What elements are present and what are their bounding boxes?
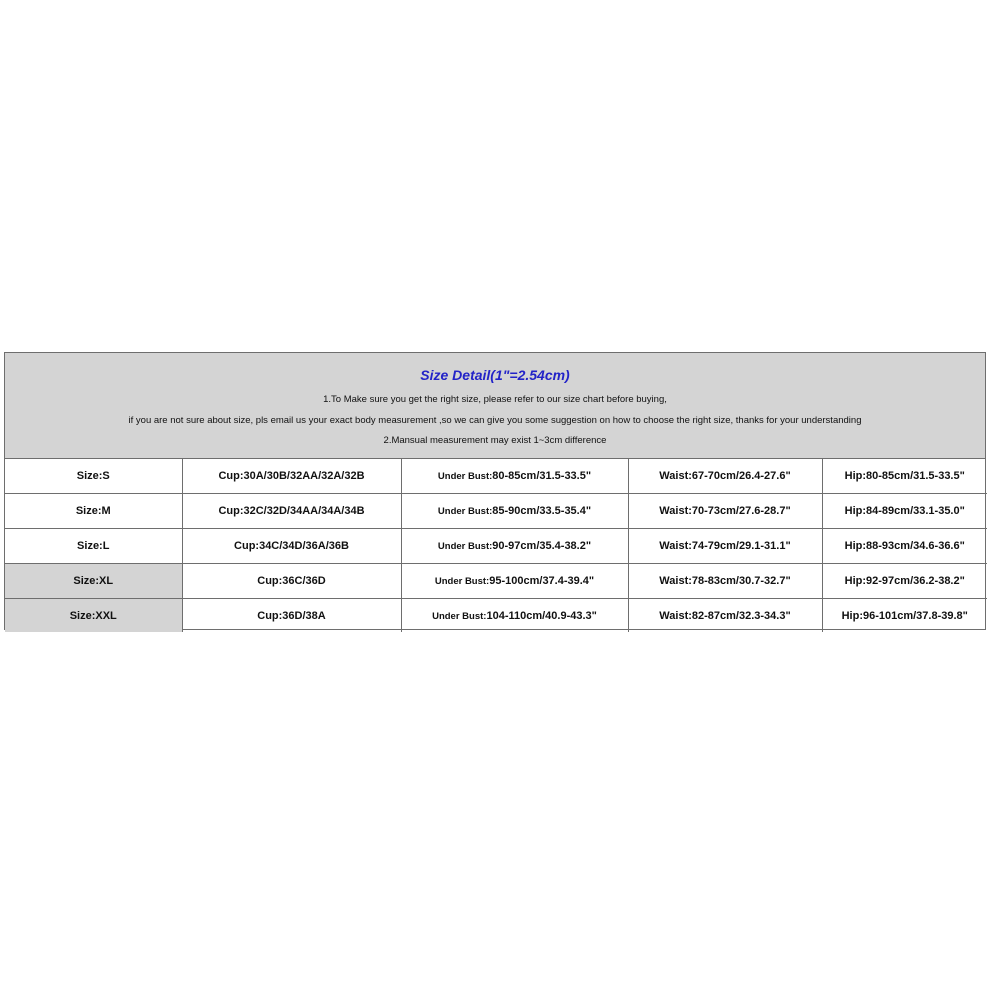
hip-cell: Hip:96-101cm/37.8-39.8" <box>841 609 968 622</box>
chart-title: Size Detail(1"=2.54cm) <box>420 367 570 383</box>
size-label: Size:XL <box>5 564 182 599</box>
cup-cell: Cup:36C/36D <box>182 564 401 599</box>
note-right-size: 1.To Make sure you get the right size, please refer to our size chart before buying, <box>323 394 667 405</box>
waist-cell: Waist:74-79cm/29.1-31.1" <box>628 529 822 564</box>
size-chart-header <box>5 353 985 459</box>
under-bust-cell <box>401 459 628 494</box>
under-bust-cell <box>401 529 628 564</box>
under-bust-cell <box>401 599 628 633</box>
table-row <box>5 459 987 494</box>
under-bust-label: Under Bust: <box>437 541 493 552</box>
table-row <box>5 494 987 529</box>
under-bust-value: 90-97cm/35.4-38.2" <box>492 540 592 552</box>
table-row <box>5 599 987 633</box>
waist-cell: Waist:67-70cm/26.4-27.6" <box>628 459 822 494</box>
size-label: Size:S <box>5 459 182 494</box>
size-table <box>5 459 987 632</box>
waist-cell: Waist:78-83cm/30.7-32.7" <box>628 564 822 599</box>
table-row <box>5 529 987 564</box>
under-bust-value: 80-85cm/31.5-33.5" <box>492 470 592 482</box>
under-bust-label: Under Bust: <box>432 610 487 622</box>
size-label: Size:M <box>5 494 182 529</box>
hip-cell: Hip:88-93cm/34.6-36.6" <box>822 529 987 564</box>
cup-cell: Cup:34C/34D/36A/36B <box>182 529 401 564</box>
under-bust-label: Under Bust: <box>437 506 493 517</box>
size-label: Size:XXL <box>5 599 182 633</box>
note-email-measurement: if you are not sure about size, pls email us your exact body measurement ,so we can give you some suggestion on how to choose the right size, thanks for your understanding <box>128 415 862 426</box>
under-bust-label: Under Bust: <box>437 471 493 482</box>
size-chart <box>4 352 986 630</box>
under-bust-cell <box>401 494 628 529</box>
under-bust-value: 104-110cm/40.9-43.3" <box>486 609 597 622</box>
hip-cell: Hip:84-89cm/33.1-35.0" <box>822 494 987 529</box>
under-bust-cell <box>401 564 628 599</box>
hip-cell: Hip:92-97cm/36.2-38.2" <box>822 564 987 599</box>
cup-cell: Cup:30A/30B/32AA/32A/32B <box>182 459 401 494</box>
under-bust-value: 85-90cm/33.5-35.4" <box>492 505 592 517</box>
table-row <box>5 564 987 599</box>
under-bust-value: 95-100cm/37.4-39.4" <box>489 575 595 587</box>
under-bust-label: Under Bust: <box>434 576 490 587</box>
hip-cell: Hip:80-85cm/31.5-33.5" <box>822 459 987 494</box>
note-measurement-difference: 2.Mansual measurement may exist 1~3cm difference <box>383 435 607 446</box>
size-label: Size:L <box>5 529 182 564</box>
cup-cell: Cup:32C/32D/34AA/34A/34B <box>182 494 401 529</box>
waist-cell: Waist:70-73cm/27.6-28.7" <box>628 494 822 529</box>
waist-cell: Waist:82-87cm/32.3-34.3" <box>628 599 822 633</box>
cup-cell: Cup:36D/38A <box>182 599 401 633</box>
